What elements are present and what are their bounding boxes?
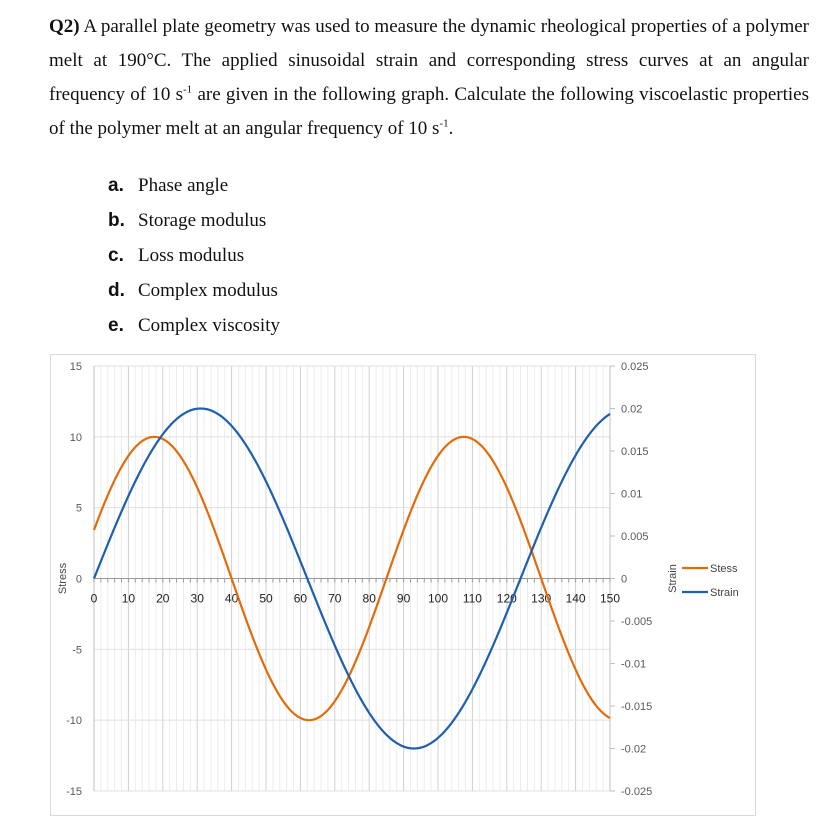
y-tick-label: 0 xyxy=(75,573,82,586)
x-tick-label: 10 xyxy=(121,591,136,606)
x-tick-label: 20 xyxy=(156,591,170,606)
y2-tick-label: -0.015 xyxy=(621,701,653,713)
x-tick-label: 130 xyxy=(531,591,552,606)
y2-tick-label: -0.025 xyxy=(621,786,653,798)
y2-axis-title: Strain xyxy=(667,564,679,593)
part-letter: e. xyxy=(108,314,124,336)
part-letter: b. xyxy=(108,209,125,231)
y2-tick-label: 0.02 xyxy=(621,403,643,416)
x-tick-label: 110 xyxy=(462,591,482,606)
part-text: Complex modulus xyxy=(138,279,278,301)
legend-label-strain: Strain xyxy=(710,587,739,599)
y-tick-label: -10 xyxy=(66,715,82,728)
question-label: Q2) xyxy=(49,16,80,37)
y2-tick-label: 0.025 xyxy=(621,361,649,373)
y-tick-label: 15 xyxy=(69,361,82,373)
x-tick-label: 30 xyxy=(190,591,204,606)
y2-tick-label: 0.015 xyxy=(621,446,649,458)
y-tick-label: 10 xyxy=(69,431,82,444)
y2-tick-label: -0.01 xyxy=(621,658,647,671)
x-tick-label: 150 xyxy=(599,591,621,606)
x-tick-label: 90 xyxy=(396,591,411,606)
part-text: Phase angle xyxy=(138,174,229,196)
y2-tick-label: 0.01 xyxy=(621,488,643,501)
part-text: Complex viscosity xyxy=(138,314,280,336)
question-body-1: A parallel plate geometry was used to measure the dynamic rheological properties of a polymer melt at 190°C. The applied sinusoidal strain and corresponding stress curves at an angular frequency of 10 s xyxy=(49,16,809,105)
y-tick-label: -15 xyxy=(66,786,82,798)
unit-exponent-1: -1 xyxy=(183,83,193,96)
legend-label-stess: Stess xyxy=(710,563,738,575)
x-tick-label: 60 xyxy=(293,591,308,606)
y2-tick-label: -0.005 xyxy=(621,616,653,628)
part-text: Loss modulus xyxy=(138,244,245,266)
question-body-2: are given in the following graph. Calculate the following viscoelastic properties of the polymer melt at an angular frequency of 10 s xyxy=(49,84,809,139)
x-tick-label: 140 xyxy=(565,591,586,606)
x-tick-label: 100 xyxy=(427,591,449,606)
y2-tick-label: 0.005 xyxy=(621,531,649,543)
y-axis-title: Stress xyxy=(57,562,69,595)
x-tick-label: 70 xyxy=(328,591,342,606)
part-letter: d. xyxy=(108,279,125,301)
x-tick-label: 120 xyxy=(496,591,517,606)
y2-tick-label: 0 xyxy=(621,573,628,586)
y2-tick-label: -0.02 xyxy=(621,743,647,756)
part-text: Storage modulus xyxy=(138,209,267,231)
y-tick-label: 5 xyxy=(75,502,82,515)
unit-exponent-2: -1 xyxy=(439,117,449,130)
question-body-3: . xyxy=(448,118,454,139)
x-tick-label: 50 xyxy=(259,591,273,606)
x-tick-label: 40 xyxy=(224,591,239,606)
x-tick-label: 0 xyxy=(90,591,98,606)
part-letter: c. xyxy=(108,244,124,266)
y-tick-label: -5 xyxy=(72,644,82,657)
part-letter: a. xyxy=(108,174,124,196)
x-tick-label: 80 xyxy=(362,591,376,606)
